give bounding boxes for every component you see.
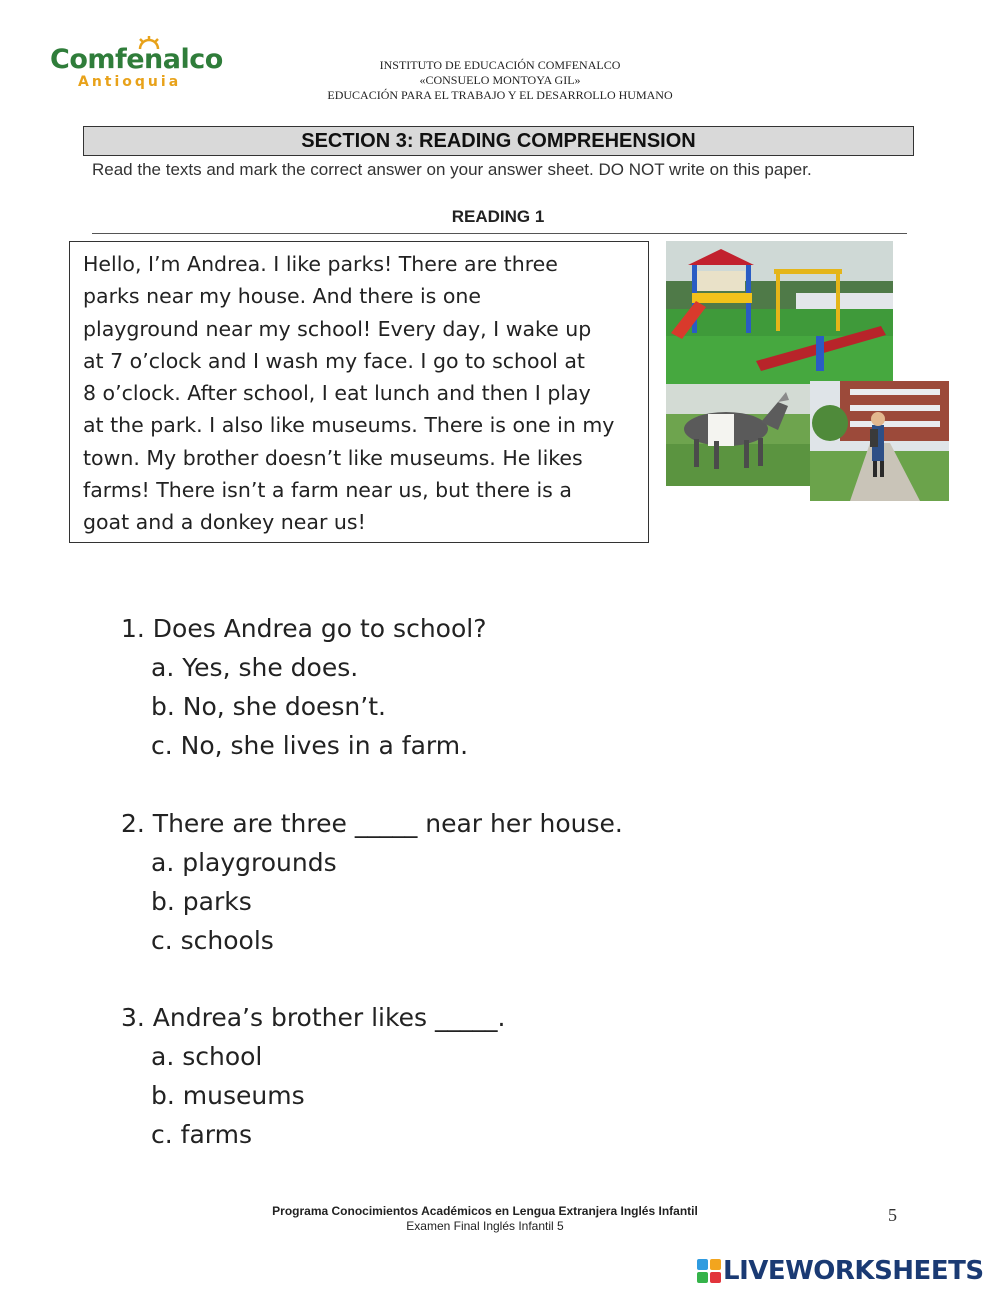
comfenalco-logo [50,38,223,98]
logo-sub: Antioquia [78,74,182,90]
passage-line: goat and a donkey near us! [83,510,366,535]
passage-line: town. My brother doesn’t like museums. He likes [83,445,583,470]
liveworksheets-text: LIVEWORKSHEETS [723,1256,984,1286]
header-line-2: «CONSUELO MONTOYA GIL» [419,73,581,87]
question-3-option-b: b. museums [151,1081,305,1110]
reading-title: READING 1 [451,207,545,226]
logo-brand: Comfenalco [50,44,223,75]
footer-program: Programa Conocimientos Académicos en Lengua Extranjera Inglés Infantil [272,1204,698,1218]
question-3: 3. Andrea’s brother likes _____. [121,1003,506,1032]
question-2-option-c: c. schools [151,926,274,955]
liveworksheets-icon [697,1259,721,1283]
passage-line: at 7 o’clock and I wash my face. I go to school at [83,348,585,373]
question-1-option-b: b. No, she doesn’t. [151,692,386,721]
passage-line: playground near my school! Every day, I wake up [83,316,592,341]
page-number: 5 [888,1205,897,1225]
header-line-1: INSTITUTO DE EDUCACIÓN COMFENALCO [379,58,621,72]
question-1: 1. Does Andrea go to school? [121,614,487,643]
divider [92,233,907,234]
footer-exam: Examen Final Inglés Infantil 5 [406,1219,564,1233]
passage-text [83,248,639,539]
question-2-option-a: a. playgrounds [151,848,337,877]
passage-line: farms! There isn’t a farm near us, but there is a [83,478,572,503]
passage-line: Hello, I’m Andrea. I like parks! There are three [83,252,558,276]
passage-line: parks near my house. And there is one [83,284,481,309]
question-2-option-b: b. parks [151,887,252,916]
section-title: SECTION 3: READING COMPREHENSION [83,126,914,156]
question-1-option-a: a. Yes, she does. [151,653,359,682]
header-line-3: EDUCACIÓN PARA EL TRABAJO Y EL DESARROLLO HUMANO [327,88,673,102]
passage-line: 8 o’clock. After school, I eat lunch and then I play [83,381,591,406]
goat-photo [666,384,810,486]
question-2: 2. There are three _____ near her house. [121,809,623,838]
passage-box [69,241,649,543]
question-3-option-c: c. farms [151,1120,252,1149]
playground-photo [666,241,893,384]
question-3-option-a: a. school [151,1042,263,1071]
girl-walking-photo [810,381,949,501]
passage-line: at the park. I also like museums. There is one in my [83,413,615,438]
question-1-option-c: c. No, she lives in a farm. [151,731,469,760]
instructions: Read the texts and mark the correct answer on your answer sheet. DO NOT write on this paper. [92,160,812,179]
